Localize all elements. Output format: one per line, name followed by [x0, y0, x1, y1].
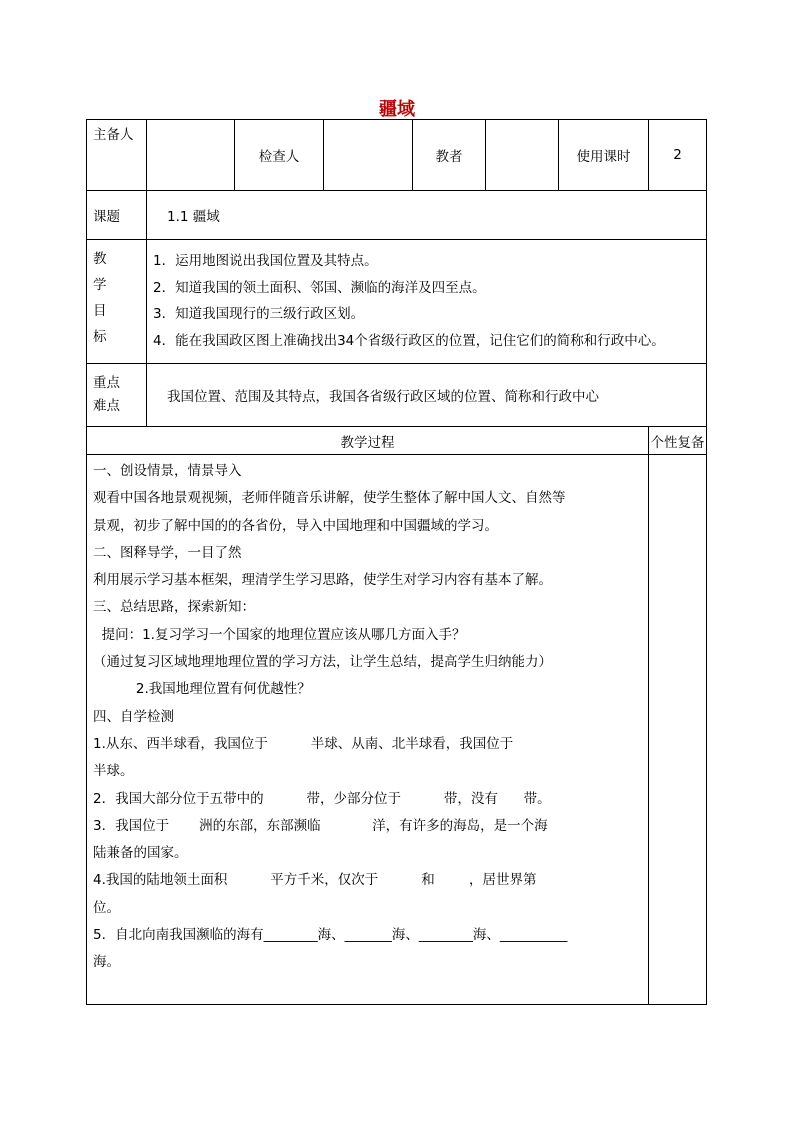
page-title: 疆域 [379, 99, 415, 120]
key-points-row [87, 364, 707, 427]
preparer-label: 主备人 [87, 120, 147, 191]
goals-row [87, 240, 707, 364]
process-line: 四、自学检测 [93, 708, 174, 725]
goals-label-char: 标 [93, 329, 107, 345]
process-line: 提问：1.复习学习一个国家的地理位置应该从哪几方面入手？ [93, 626, 466, 643]
process-line: 4.我国的陆地领土面积 平方千米，仅次于 和 ，居世界第 [93, 872, 537, 889]
process-line: 2．我国大部分位于五带中的 带，少部分位于 带，没有 带。 [93, 790, 551, 807]
key-points-label [87, 364, 147, 427]
teacher-label: 教者 [413, 120, 486, 191]
process-line: 5．自北向南我国濒临的海有________海、_______海、________海、__________ [93, 927, 568, 944]
goal-item: 2．知道我国的领土面积、邻国、濒临的海洋及四至点。 [153, 279, 486, 296]
process-line: 3．我国位于 洲的东部，东部濒临 洋，有许多的海岛，是一个海 [93, 817, 548, 834]
side-notes-cell [649, 455, 707, 1005]
key-points-value: 我国位置、范围及其特点，我国各省级行政区域的位置、简称和行政中心 [147, 364, 707, 427]
header-row [87, 120, 707, 191]
goal-item: 3．知道我国现行的三级行政区划。 [153, 306, 365, 322]
goals-label-char: 目 [93, 303, 107, 319]
lesson-plan-table [86, 119, 707, 1005]
hours-value: 2 [649, 120, 707, 191]
goal-item: 1．运用地图说出我国位置及其特点。 [153, 253, 378, 269]
topic-label: 课题 [87, 191, 147, 240]
process-line: 陆兼备的国家。 [93, 845, 188, 862]
hours-label: 使用课时 [559, 120, 649, 191]
process-line: 二、图释导学，一目了然 [93, 544, 242, 561]
checker-label: 检查人 [235, 120, 324, 191]
preparer-value [147, 120, 235, 191]
process-line: 观看中国各地景观视频，老师伴随音乐讲解，使学生整体了解中国人文、自然等 [93, 490, 566, 507]
process-header: 教学过程 [87, 427, 649, 455]
goals-label-char: 教 [93, 251, 107, 267]
topic-value: 1.1 疆域 [147, 191, 707, 240]
checker-value [324, 120, 413, 191]
process-line: 2.我国地理位置有何优越性？ [93, 681, 311, 698]
process-line: （通过复习区域地理地理位置的学习方法，让学生总结，提高学生归纳能力） [93, 654, 552, 671]
process-line: 半球。 [93, 763, 134, 780]
teacher-value [486, 120, 559, 191]
goals-label-char: 学 [93, 277, 107, 293]
process-line: 利用展示学习基本框架，理清学生学习思路，使学生对学习内容有基本了解。 [93, 572, 552, 589]
process-line: 海。 [93, 954, 120, 971]
process-line: 1.从东、西半球看，我国位于 半球、从南、北半球看，我国位于 [93, 735, 514, 752]
process-line: 三、总结思路，探索新知： [93, 599, 255, 616]
process-line: 一、创设情景，情景导入 [93, 463, 242, 479]
topic-row [87, 191, 707, 240]
key-points-label-line: 难点 [93, 398, 120, 414]
process-line: 位。 [93, 899, 120, 916]
process-header-row [87, 427, 707, 455]
goal-item: 4．能在我国政区图上准确找出34个省级行政区的位置，记住它们的简称和行政中心。 [153, 332, 665, 349]
process-line: 景观，初步了解中国的的各省份，导入中国地理和中国疆域的学习。 [93, 517, 498, 534]
goals-label [87, 240, 147, 364]
side-notes-header: 个性复备 [649, 427, 707, 455]
process-content [87, 455, 649, 1005]
key-points-label-line: 重点 [93, 375, 120, 391]
goals-list [147, 240, 707, 364]
process-row [87, 455, 707, 1005]
